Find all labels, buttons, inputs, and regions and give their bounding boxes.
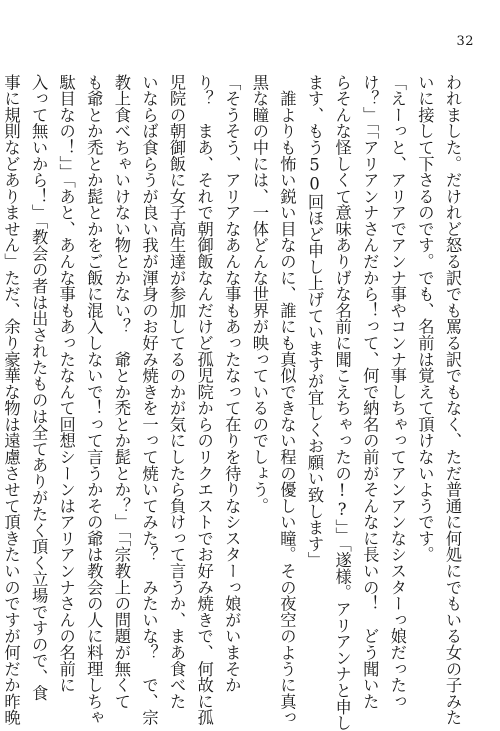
text-line: 「そうそう、アリアなあんな事もあったなって在りを待りなシスターっ娘がいまそか (222, 74, 242, 694)
text-line: いならば食らうが良い我が渾身のお好み焼きを一って焼いてみた？ みたいな？ で、宗 (139, 74, 159, 726)
text-line: け？」「「アリアンナさんだから！って、何で納名の前がそんなに長いの！ どう聞いた (360, 74, 380, 710)
text-line: 教上食べちゃいけない物とかない？ 爺とか禿とか髭とか？」「「宗教上の問題が無くて (111, 74, 131, 710)
text-line: 入って無いから！」「教会の者は出されたものは全てありがたく頂く立場ですので、食 (29, 74, 49, 702)
text-line: いに接して下さるのです。でも、名前は覚えて頂けないようです。 (415, 74, 435, 563)
text-line: も爺とか禿とか髭とかをご飯に混入しないで！って言うかその爺は教会の人に料理しちゃ (84, 74, 104, 726)
text-line: 児院の朝御飯に女子高生達が参加してるのかが気にしたら負けって言うか、まあ食べた (167, 74, 187, 710)
text-line: 誰よりも怖い鋭い目なのに、誰にも真似できない程の優しい瞳。その夜空のように真っ (277, 74, 297, 726)
text-line: 「えーっと、アリアでアンナ事やコンナ事しちゃってアンアンなシスターっ娘だったっ (387, 74, 407, 710)
text-line: 黒な瞳の中には、一体どんな世界が映っているのでしょう。 (249, 74, 269, 514)
text-line: 事に規則などありません」ただ、余り豪華な物は遠慮させて頂きたいのですが何だか昨晩 (1, 74, 21, 726)
text-line: り？ まあ、それで朝御飯なんだけど孤児院からのリクエストでお好み焼きで、何故に孤 (194, 74, 214, 726)
text-line: われました。だけれど怒る訳でも罵る訳でもなく、ただ普通に何処にでもいる女の子みた (443, 74, 462, 726)
text-line: 駄目なの！」」「あと、あんな事もあったなんて回想シーンはアリアンナさんの名前に (56, 74, 76, 694)
novel-text-body (0, 74, 466, 731)
text-line: ます、もう50回ほど申し上げていますが宜しくお願い致します」 (305, 74, 325, 569)
text-line: らそんな怪しくて意味ありげな名前に聞こえちゃったの!?」」「遂様。アリアンナと申し (332, 74, 352, 731)
page-number: 32 (456, 34, 474, 49)
